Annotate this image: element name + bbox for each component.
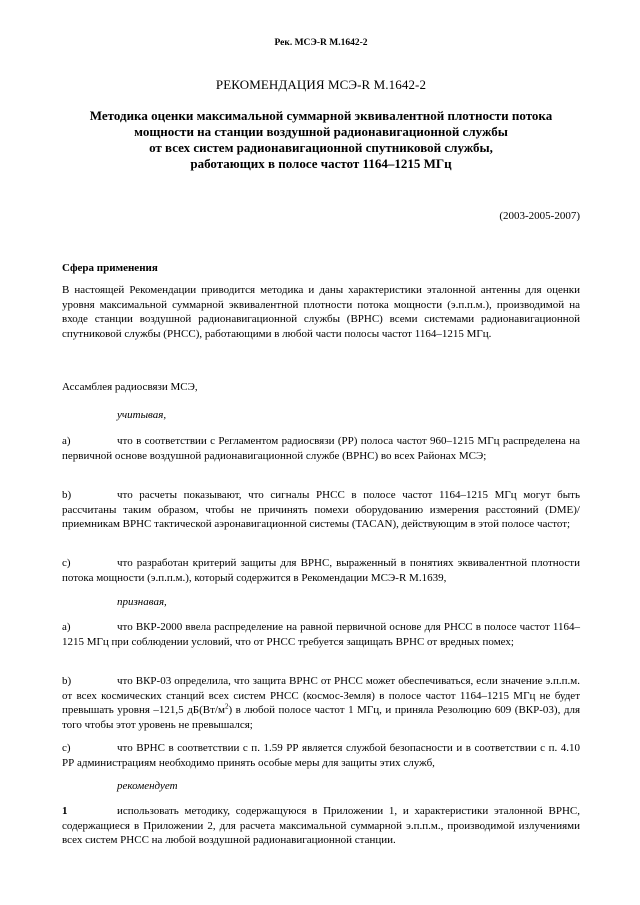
item-label: c) [62, 742, 71, 754]
scope-heading: Сфера применения [62, 262, 158, 274]
recommendation-title: РЕКОМЕНДАЦИЯ МСЭ-R M.1642-2 [215, 77, 427, 92]
item-label: b) [62, 489, 72, 501]
main-title-line: от всех систем радионавигационной спутниковой службы, [149, 140, 493, 155]
recognizing-item-c [62, 741, 580, 770]
recommends-heading: рекомендует [117, 780, 178, 792]
item-label: b) [62, 675, 72, 687]
item-text: что расчеты показывают, что сигналы РНСС в полосе частот 1164–1215 МГц могут быть рассчитаны таким образом, чтобы не причинять помехи оборудованию измерения расстояний (DME)/приемникам ВРНС тактической аэронавигационной системы (TACAN), действующим в этой полосе частот; [62, 489, 580, 531]
recommends-item-1 [62, 804, 580, 848]
considering-item-c [62, 556, 580, 585]
item-label: a) [62, 435, 71, 447]
item-label: a) [62, 621, 71, 633]
item-text: что ВРНС в соответствии с п. 1.59 РР является службой безопасности и в соответствии с п. 4.10 РР администрациям необходимо принять особые меры для защиты этих служб, [62, 742, 580, 769]
item-text: что ВКР-2000 ввела распределение на равной первичной основе для РНСС в полосе частот 1164–1215 МГц при соблюдении условий, что от РНСС требуется защищать ВРНС от вредных помех; [62, 621, 580, 648]
main-title [62, 108, 580, 172]
recognizing-item-a [62, 620, 580, 649]
item-text: что в соответствии с Регламентом радиосвязи (РР) полоса частот 960–1215 МГц распределена на первичной основе воздушной радионавигационной службе (ВРНС) во всех Районах МСЭ; [62, 435, 580, 462]
item-text: ) в любой полосе частот 1 МГц, и приняла Резолюцию 609 (ВКР-03), для того чтобы этот уровень не превышался; [62, 704, 581, 731]
item-text: использовать методику, содержащуюся в Приложении 1, и характеристики эталонной ВРНС, содержащиеся в Приложении 2, для расчета максимальной суммарной э.п.п.м., производимой излучениями всех систем РНСС на любой воздушной радионавигационной станции. [62, 805, 580, 847]
main-title-line: Методика оценки максимальной суммарной эквивалентной плотности потока [89, 108, 553, 123]
recognizing-item-b [62, 674, 580, 732]
assembly-line: Ассамблея радиосвязи МСЭ, [62, 381, 198, 393]
approval-years: (2003-2005-2007) [499, 210, 580, 222]
scope-paragraph: В настоящей Рекомендации приводится методика и даны характеристики эталонной антенны для оценки уровня максимальной суммарной эквивалентной плотности потока мощности (э.п.п.м.), производимой на входе станции воздушной радионавигационной службы (ВРНС) всеми системами радионавигационной спутниковой службы (РНСС), работающими в любой части полосы частот 1164–1215 МГц. [62, 284, 580, 340]
item-text: что разработан критерий защиты для ВРНС, выраженный в понятиях эквивалентной плотности потока мощности (э.п.п.м.), который содержится в Рекомендации МСЭ-R M.1639, [62, 557, 580, 584]
superscript: 2 [224, 702, 229, 711]
running-header: Рек. МСЭ-R M.1642-2 [274, 38, 368, 48]
considering-item-a [62, 434, 580, 463]
item-label: 1 [62, 805, 68, 817]
item-label: c) [62, 557, 71, 569]
item-text: что ВКР-03 определила, что защита ВРНС от РНСС может обеспечиваться, если значение э.п.п.м. от всех космических станций всех систем РНСС (космос-Земля) в полосе частот 1164–1215 МГц не будет превышать уровня –121,5 дБ(Вт/м [62, 675, 580, 717]
considering-heading: учитывая, [117, 409, 167, 421]
main-title-line: мощности на станции воздушной радионавигационной службы [134, 124, 508, 139]
considering-item-b [62, 488, 580, 532]
recognizing-heading: признавая, [117, 596, 167, 608]
main-title-line: работающих в полосе частот 1164–1215 МГц [190, 156, 452, 171]
